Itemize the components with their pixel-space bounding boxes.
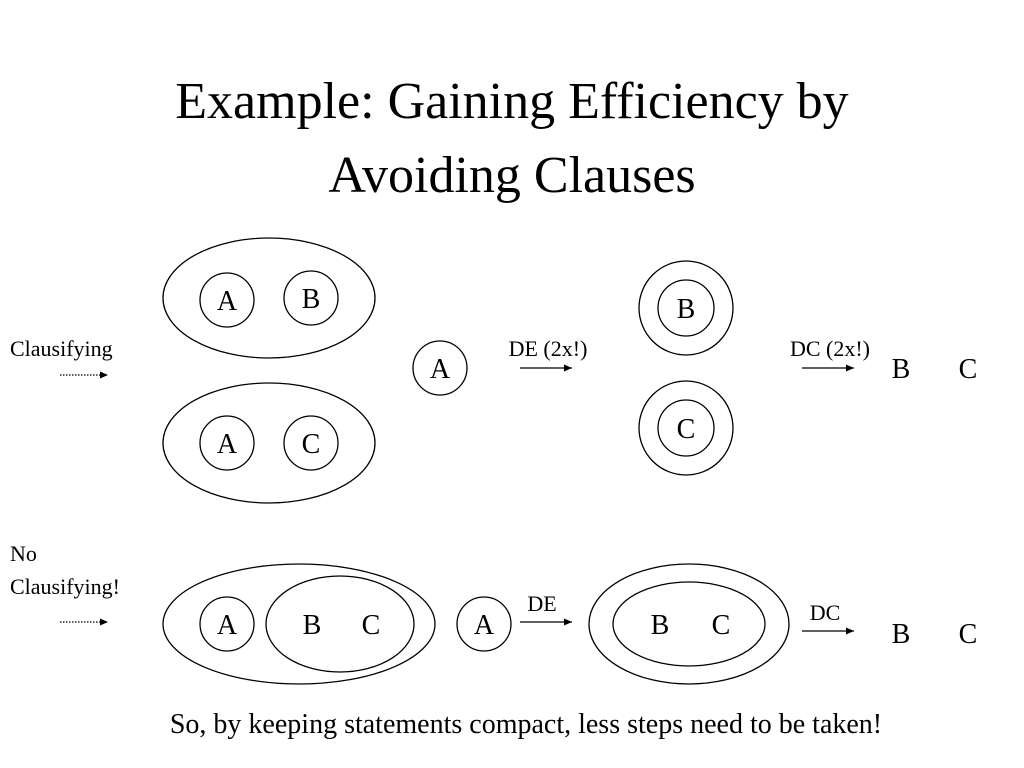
no-clausifying-label-1: No	[10, 541, 37, 566]
clause-ellipse-ac	[163, 383, 375, 503]
double-ellipse-inner	[613, 582, 765, 666]
statement-outer-ellipse	[163, 564, 435, 684]
fact-label: A	[473, 610, 495, 641]
title-line-2: Avoiding Clauses	[328, 147, 696, 204]
final-atom: B	[891, 619, 911, 650]
double-ellipse-atom: B	[650, 610, 670, 641]
atom-label: A	[216, 286, 238, 317]
atom-label: A	[216, 429, 238, 460]
title-line-1: Example: Gaining Efficiency by	[175, 73, 849, 130]
double-circle-label: B	[676, 294, 696, 325]
statement-inner-ellipse	[266, 576, 414, 672]
dc-step-label: DC (2x!)	[789, 336, 871, 361]
clausifying-label: Clausifying	[10, 336, 113, 361]
de-step-label: DE	[527, 591, 557, 616]
final-atom: C	[958, 354, 978, 385]
atom-label: B	[301, 284, 321, 315]
atom-label: A	[216, 610, 238, 641]
atom-label: C	[301, 429, 321, 460]
de-step-label: DE (2x!)	[508, 336, 588, 361]
inner-atom: B	[302, 610, 322, 641]
inner-atom: C	[361, 610, 381, 641]
no-clausifying-label-2: Clausifying!	[10, 574, 120, 599]
footer-caption: So, by keeping statements compact, less steps need to be taken!	[169, 709, 883, 740]
double-circle-label: C	[676, 414, 696, 445]
clause-ellipse-ab	[163, 238, 375, 358]
double-ellipse-atom: C	[711, 610, 731, 641]
final-atom: C	[958, 619, 978, 650]
dc-step-label: DC	[809, 600, 841, 625]
final-atom: B	[891, 354, 911, 385]
fact-label: A	[429, 354, 451, 385]
